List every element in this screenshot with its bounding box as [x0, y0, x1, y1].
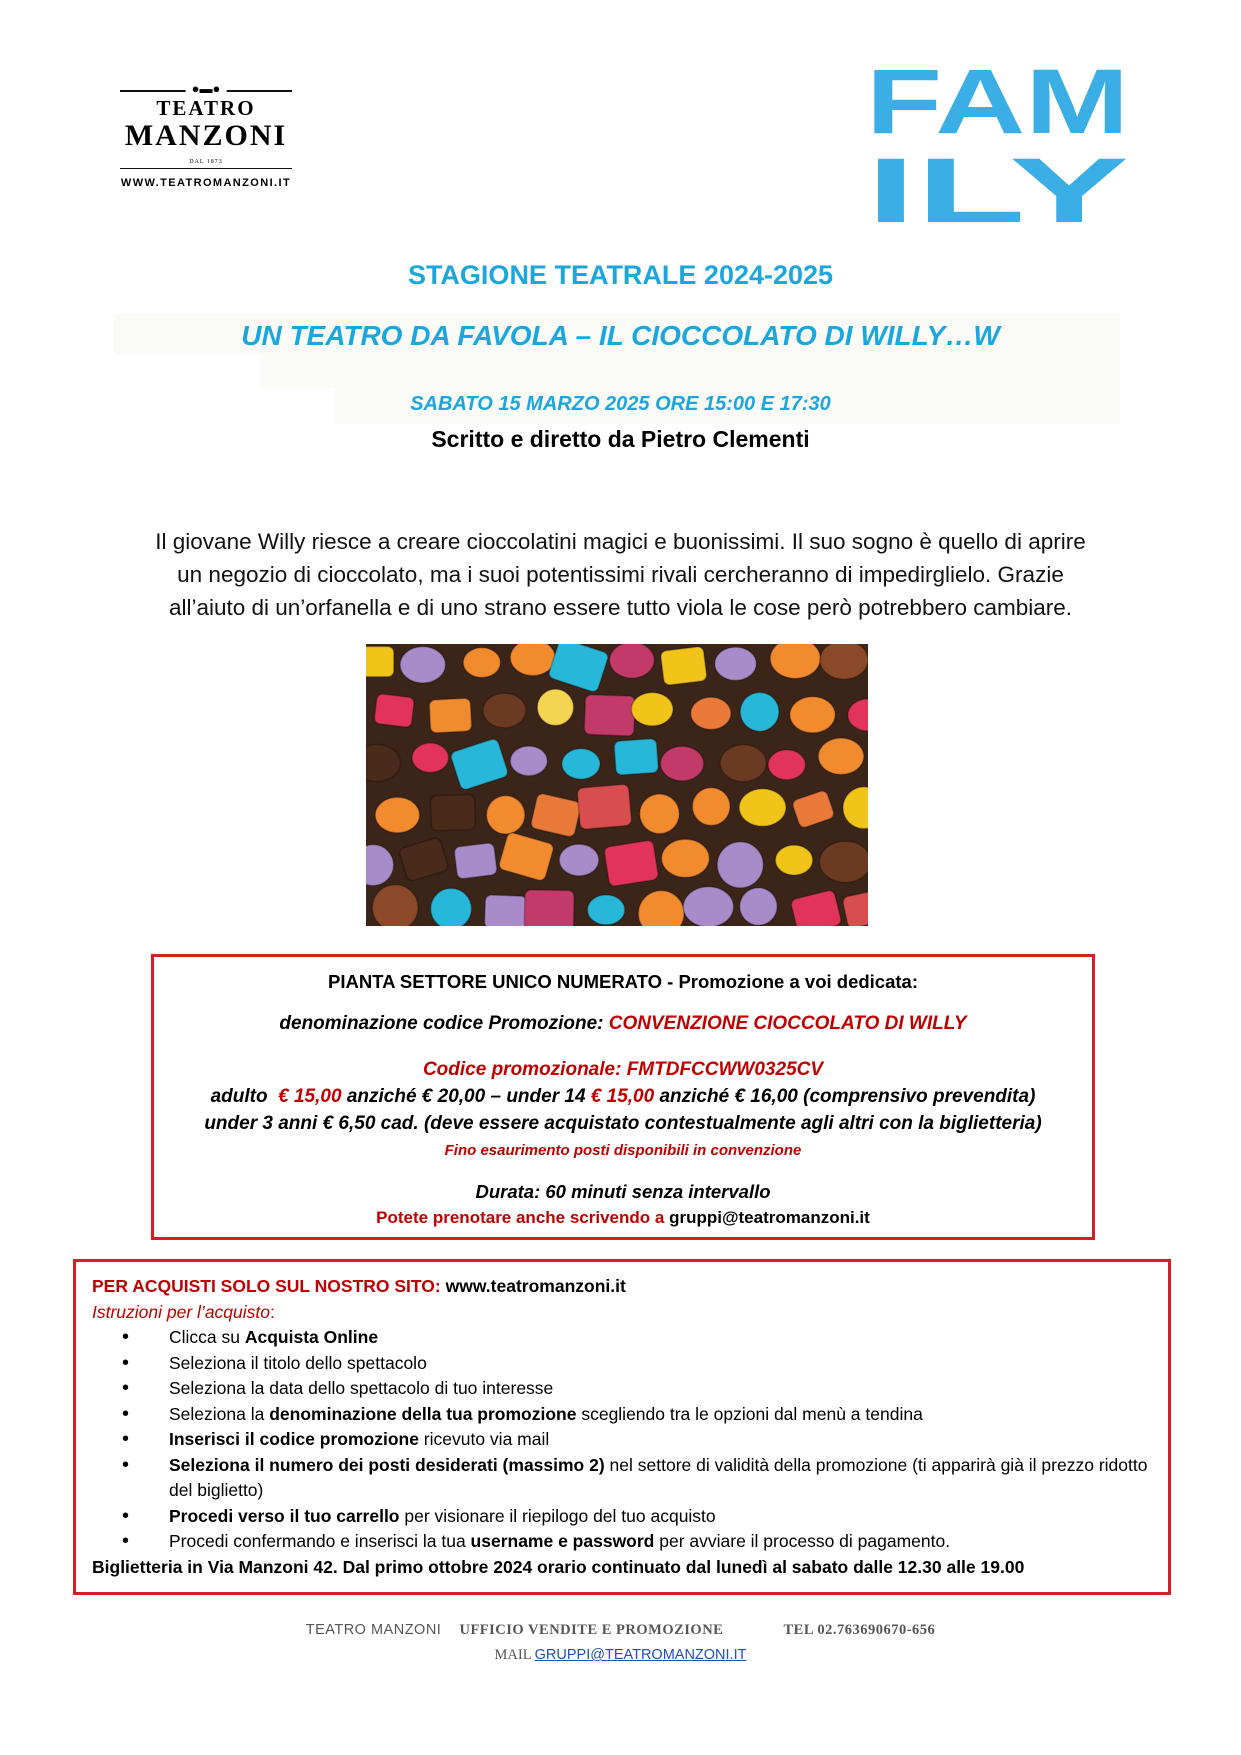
chocolate-candy: [431, 888, 472, 926]
footer-mail-link[interactable]: GRUPPI@TEATROMANZONI.IT: [534, 1647, 747, 1663]
chocolate-candy: [537, 689, 573, 725]
chocolate-candy: [483, 693, 526, 727]
instructions-colon: :: [270, 1301, 275, 1322]
chocolate-candy: [717, 842, 763, 888]
footer-tel: TEL 02.763690670-656: [783, 1622, 936, 1638]
instruction-step: [148, 1402, 1154, 1428]
chocolate-candy: [486, 796, 524, 834]
chocolate-candy: [614, 738, 659, 775]
footer-office: UFFICIO VENDITE E PROMOZIONE: [459, 1622, 724, 1638]
show-description: [0, 525, 1241, 624]
chocolate-candy: [559, 844, 599, 876]
adult-instead: anziché € 20,00 – under 14: [346, 1086, 586, 1107]
purchase-heading-label: PER ACQUISTI SOLO SUL NOSTRO SITO:: [92, 1276, 441, 1296]
step-text: Clicca su: [169, 1327, 245, 1347]
description-line: un negozio di cioccolato, ma i suoi potentissimi rivali cercheranno di impedirglielo. Grazie: [177, 562, 1064, 587]
show-date: SABATO 15 MARZO 2025 ORE 15:00 E 17:30: [410, 393, 831, 415]
step-text: Acquista Online: [244, 1327, 379, 1347]
promo-availability: Fino esaurimento posti disponibili in convenzione: [444, 1142, 802, 1159]
chocolate-candy: [818, 738, 864, 774]
chocolate-candy: [660, 746, 703, 781]
chocolate-candy: [740, 692, 779, 731]
promo-denomination-label: denominazione codice Promozione:: [279, 1013, 604, 1034]
teatro-manzoni-logo: [120, 82, 292, 189]
chocolate-candy: [484, 895, 526, 926]
family-logo-line1: FAM: [866, 57, 1129, 153]
chocolate-candy: [374, 693, 415, 727]
chocolate-candy: [510, 746, 547, 776]
booking-line: [154, 1208, 1092, 1228]
promo-under3: under 3 anni € 6,50 cad. (deve essere acquistato contestualmente agli altri con la biglietteria): [204, 1113, 1042, 1134]
chocolates-photo: [366, 644, 868, 926]
step-text: scegliendo tra le opzioni dal menù a tendina: [576, 1403, 923, 1424]
chocolate-candy: [775, 845, 812, 875]
family-logo: [866, 57, 1129, 223]
logo-manzoni-text: MANZONI: [124, 119, 288, 152]
description-line: all’aiuto di un’orfanella e di uno strano essere tutto viola le cose però potrebbero cambiare.: [168, 595, 1073, 620]
step-text: ricevuto via mail: [418, 1429, 550, 1449]
footer-mail-label: MAIL: [494, 1647, 532, 1663]
footer-org: TEATRO MANZONI: [305, 1622, 442, 1638]
author-line: Scritto e diretto da Pietro Clementi: [431, 426, 810, 452]
instruction-step: [148, 1529, 1154, 1555]
chocolate-candy: [740, 888, 777, 925]
logo-dal-text: DAL 1873: [189, 159, 223, 165]
chocolate-candy: [463, 648, 500, 678]
instruction-step: [148, 1351, 1154, 1377]
season-title: STAGIONE TEATRALE 2024-2025: [407, 260, 834, 290]
promo-denomination-value: CONVENZIONE CIOCCOLATO DI WILLY: [608, 1013, 967, 1034]
instruction-step: [148, 1427, 1154, 1453]
step-text: Procedi confermando e inserisci la tua: [169, 1531, 471, 1551]
title-highlight-2: [260, 354, 1120, 388]
step-text: username e password: [470, 1531, 655, 1551]
box-office-hours: Biglietteria in Via Manzoni 42. Dal primo ottobre 2024 orario continuato dal lunedì al sabato dalle 12.30 alle 19.00: [92, 1556, 1025, 1577]
purchase-site-link[interactable]: www.teatromanzoni.it: [445, 1276, 626, 1296]
step-text: Seleziona il numero dei posti desiderati (massimo 2): [169, 1454, 605, 1475]
family-logo-line2: ILY: [866, 140, 1129, 223]
chocolate-candy: [429, 698, 472, 733]
booking-label: Potete prenotare anche scrivendo a: [376, 1208, 665, 1227]
chocolate-candy: [631, 693, 673, 726]
instruction-step: [148, 1376, 1154, 1402]
chocolate-candy: [720, 745, 766, 782]
chocolate-candy: [609, 644, 654, 678]
booking-email[interactable]: gruppi@teatromanzoni.it: [669, 1208, 870, 1227]
footer-mail: [0, 1647, 1241, 1664]
chocolate-candy: [790, 697, 835, 733]
chocolate-candy: [366, 646, 394, 676]
chocolate-candy: [662, 839, 710, 877]
purchase-heading: [92, 1274, 1154, 1300]
chocolate-candy: [604, 840, 659, 887]
chocolate-candy: [562, 749, 600, 780]
chocolate-candy: [412, 743, 449, 772]
promo-code: Codice promozionale: FMTDFCCWW0325CV: [422, 1059, 824, 1080]
chocolate-candy: [820, 841, 868, 882]
chocolate-candy: [375, 797, 419, 833]
chocolate-candy: [820, 644, 868, 679]
chocolate-candy: [454, 843, 498, 880]
chocolate-candy: [715, 647, 757, 680]
logo-rule-bottom: [120, 168, 292, 169]
adult-label: adulto: [210, 1086, 268, 1107]
promo-sector: PIANTA SETTORE UNICO NUMERATO - Promozione a voi dedicata:: [327, 971, 918, 992]
chocolate-candy: [430, 794, 475, 831]
logo-url-text: WWW.TEATROMANZONI.IT: [120, 177, 292, 189]
show-duration: Durata: 60 minuti senza intervallo: [475, 1181, 771, 1202]
promo-prices: [154, 1086, 1092, 1108]
chocolate-candy: [577, 784, 632, 830]
adult-price: € 15,00: [278, 1086, 342, 1107]
chocolate-candy: [691, 697, 731, 729]
chocolate-candy: [768, 750, 805, 780]
instructions-label: [92, 1300, 1154, 1326]
chocolate-candy: [640, 794, 680, 834]
instructions-list: [148, 1325, 1154, 1555]
u14-instead: anziché € 16,00 (comprensivo prevendita): [659, 1086, 1036, 1107]
promo-box: [151, 954, 1095, 1240]
step-text: per avviare il processo di pagamento.: [654, 1531, 951, 1551]
chocolate-candy: [660, 646, 707, 686]
instruction-step: [148, 1453, 1154, 1504]
chocolate-candy: [524, 890, 574, 926]
chocolate-candy: [400, 647, 445, 683]
step-text: Inserisci il codice promozione: [169, 1429, 419, 1449]
chocolate-candy: [770, 644, 820, 678]
chocolate-candy: [510, 644, 555, 676]
footer-contacts: [0, 1622, 1241, 1639]
logo-teatro-text: TEATRO: [156, 96, 256, 120]
chocolate-candy: [739, 789, 786, 826]
show-title: UN TEATRO DA FAVOLA – IL CIOCCOLATO DI WILLY…W: [241, 320, 1000, 351]
step-text: Seleziona la data dello spettacolo di tuo interesse: [169, 1378, 554, 1398]
chocolate-candy: [692, 788, 730, 826]
description-line: Il giovane Willy riesce a creare cioccolatini magici e buonissimi. Il suo sogno è quello di aprire: [155, 529, 1086, 554]
step-text: denominazione della tua promozione: [269, 1403, 577, 1424]
step-text: Seleziona la: [169, 1403, 270, 1424]
step-text: Seleziona il titolo dello spettacolo: [169, 1352, 427, 1373]
instruction-step: [148, 1325, 1154, 1351]
instructions-text: Istruzioni per l’acquisto: [92, 1301, 270, 1322]
chocolate-candy: [584, 695, 635, 737]
chocolate-candy: [683, 887, 733, 926]
chocolate-candy: [587, 895, 624, 925]
car-icon: ●▬●: [186, 82, 227, 95]
step-text: nel settore di validità della promozione (ti apparirà già il prezzo ridotto del biglietto): [169, 1454, 1148, 1500]
step-text: per visionare il riepilogo del tuo acquisto: [399, 1505, 716, 1526]
logo-rule: [120, 81, 292, 96]
u14-price: € 15,00: [590, 1086, 655, 1107]
chocolate-candy: [372, 885, 418, 926]
instruction-step: [148, 1504, 1154, 1530]
step-text: Procedi verso il tuo carrello: [169, 1505, 400, 1526]
purchase-box: [73, 1259, 1171, 1595]
promo-denomination: [154, 1013, 1092, 1035]
